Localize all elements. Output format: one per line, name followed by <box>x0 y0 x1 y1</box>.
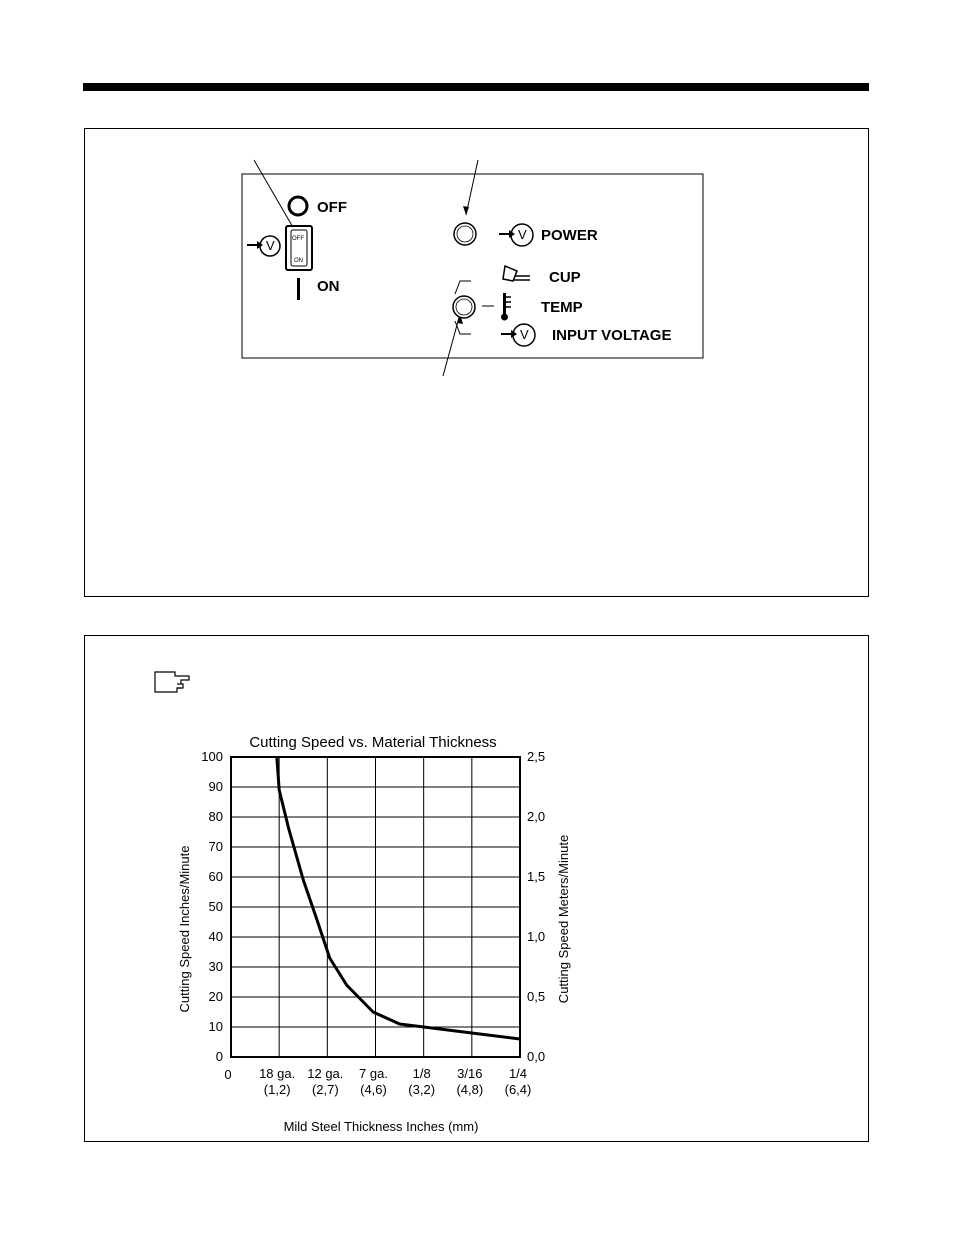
y-right-tick-label: 2,5 <box>527 749 546 764</box>
y-axis-right-title: Cutting Speed Meters/Minute <box>556 834 571 1004</box>
x-tick-label: 1/4 <box>508 1066 528 1081</box>
cup-label: CUP <box>549 269 581 286</box>
x-tick-sublabel: (4,8) <box>456 1082 484 1097</box>
y-tick-label: 70 <box>208 839 223 854</box>
y-tick-label: 100 <box>201 749 223 764</box>
x-tick-label: 12 ga. <box>307 1066 344 1081</box>
y-right-tick-label: 0,5 <box>527 989 546 1004</box>
y-tick-label: 60 <box>208 869 223 884</box>
x-tick-label: 1/8 <box>412 1066 431 1081</box>
power-label: POWER <box>541 227 598 244</box>
cutting-speed-figure <box>84 635 869 1142</box>
y-right-tick-label: 1,5 <box>527 869 546 884</box>
input-voltage-label: INPUT VOLTAGE <box>552 327 672 344</box>
y-tick-label: 80 <box>208 809 223 824</box>
chart-title: Cutting Speed vs. Material Thickness <box>249 734 497 751</box>
leader-line-power <box>466 160 478 215</box>
x-tick-label-origin: 0 <box>224 1067 232 1082</box>
on-label: ON <box>317 278 340 295</box>
x-tick-label: 3/16 <box>457 1066 483 1081</box>
x-tick-sublabel: (6,4) <box>504 1082 532 1097</box>
x-tick-label: 7 ga. <box>359 1066 388 1081</box>
y-tick-label: 30 <box>208 959 223 974</box>
y-right-tick-label: 1,0 <box>527 929 546 944</box>
x-tick-sublabel: (4,6) <box>360 1082 387 1097</box>
x-tick-label: 18 ga. <box>259 1066 296 1081</box>
switch-face-on: ON <box>294 258 303 264</box>
control-panel-drawing <box>85 129 870 598</box>
x-tick-sublabel: (2,7) <box>311 1082 339 1097</box>
y-right-tick-label: 2,0 <box>527 809 546 824</box>
top-rule <box>83 83 869 91</box>
v-symbol-input: V <box>520 327 529 342</box>
off-label: OFF <box>317 199 347 216</box>
y-tick-label: 90 <box>208 779 223 794</box>
y-tick-label: 40 <box>208 929 223 944</box>
y-tick-label: 10 <box>208 1019 223 1034</box>
power-switch[interactable] <box>286 226 312 270</box>
off-indicator-circle <box>289 197 307 215</box>
y-tick-label: 0 <box>215 1049 223 1064</box>
control-panel-figure <box>84 128 869 597</box>
fault-link-cup <box>455 281 471 294</box>
x-axis-title: Mild Steel Thickness Inches (mm) <box>283 1119 479 1134</box>
v-symbol-left: V <box>266 238 275 253</box>
y-right-tick-label: 0,0 <box>527 1049 546 1064</box>
y-tick-label: 50 <box>208 899 223 914</box>
y-axis-title: Cutting Speed Inches/Minute <box>177 845 192 1013</box>
x-tick-sublabel: (1,2) <box>263 1082 291 1097</box>
v-symbol-power: V <box>518 227 527 242</box>
y-tick-label: 20 <box>208 989 223 1004</box>
on-indicator-bar <box>297 278 300 300</box>
thermometer-icon <box>501 293 511 321</box>
cup-icon <box>503 266 530 281</box>
x-tick-sublabel: (3,2) <box>408 1082 436 1097</box>
switch-face-off: OFF <box>292 236 304 242</box>
temp-label: TEMP <box>541 299 583 316</box>
cutting-speed-chart <box>85 636 870 1143</box>
leader-arrow-power <box>463 206 469 215</box>
leader-line-fault <box>443 314 460 376</box>
